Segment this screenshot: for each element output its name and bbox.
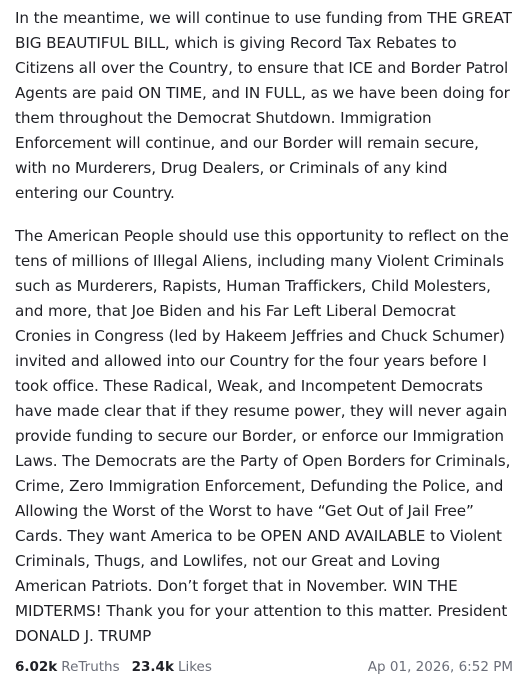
post-footer <box>15 656 513 678</box>
likes-label: Likes <box>177 659 212 675</box>
likes-count: 23.4k <box>131 659 174 675</box>
post-paragraph: In the meantime, we will continue to use funding from THE GREAT BIG BEAUTIFUL BILL, which is giving Record Tax Rebates to Citizens all over the Country, to ensure that ICE and Border Patrol Agents are paid ON TIME, and IN FULL, as we have been doing for them throughout the Democrat Shutdown. Immigration Enforcement will continue, and our Border will remain secure, with no Murderers, Drug Dealers, or Criminals of any kind entering our Country. <box>15 9 512 202</box>
likes-stat[interactable] <box>132 659 212 675</box>
post-body <box>15 6 513 649</box>
retruths-count: 6.02k <box>15 659 58 675</box>
post-timestamp[interactable]: Ap 01, 2026, 6:52 PM <box>367 659 513 675</box>
retruths-label: ReTruths <box>61 659 120 675</box>
retruths-stat[interactable] <box>15 659 120 675</box>
post-paragraph: The American People should use this opportunity to reflect on the tens of millions of Illegal Aliens, including many Violent Criminals such as Murderers, Rapists, Human Traffickers, Child Molesters, and more, that Joe Biden and his Far Left Liberal Democrat Cronies in Congress (led by Hakeem Jeffries and Chuck Schumer) invited and allowed into our Country for the four years before I took office. These Radical, Weak, and Incompetent Democrats have made clear that if they resume power, they will never again provide funding to secure our Border, or enforce our Immigration Laws. The Democrats are the Party of Open Borders for Criminals, Crime, Zero Immigration Enforcement, Defunding the Police, and Allowing the Worst of the Worst to have “Get Out of Jail Free” Cards. They want America to be OPEN AND AVAILABLE to Violent Criminals, Thugs, and Lowlifes, not our Great and Loving American Patriots. Don’t forget that in November. WIN THE MIDTERMS! Thank you for your attention to this matter. President DONALD J. TRUMP <box>15 227 511 645</box>
